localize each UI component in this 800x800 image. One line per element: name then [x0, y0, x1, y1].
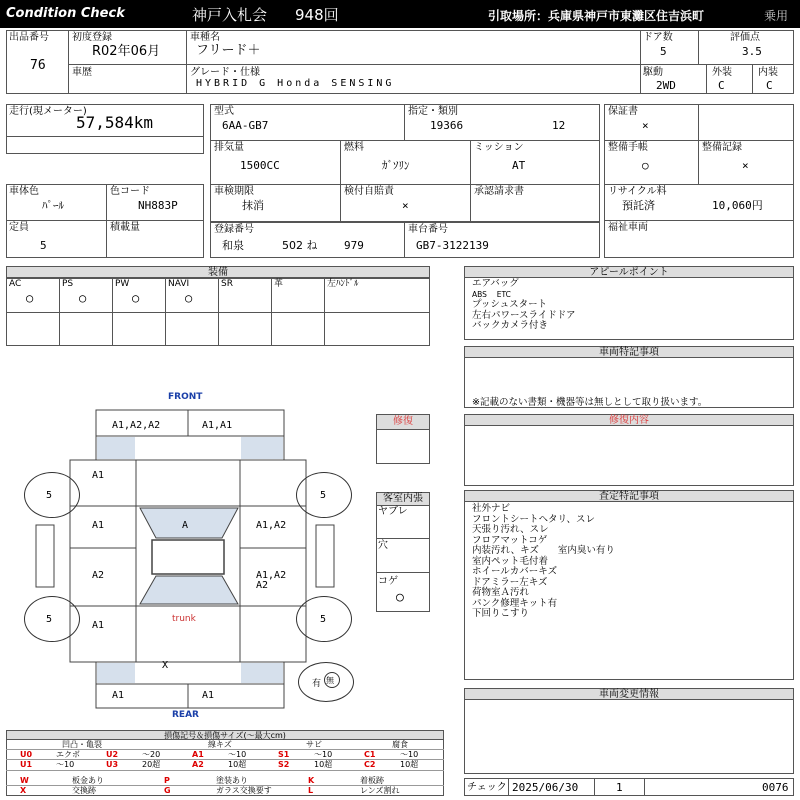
fuel-label: 燃料 — [344, 142, 364, 153]
color-code: NH883P — [138, 199, 178, 212]
warranty: × — [642, 119, 649, 132]
history-label: 車歴 — [72, 67, 92, 78]
inspection-line: フロアマットコゲ — [472, 534, 548, 546]
appeal-line: プッシュスタート — [472, 299, 548, 310]
pickup-location: 引取場所：兵庫県神戸市東灘区住吉浜町 — [488, 9, 705, 23]
dmg-rear-left: A1 — [112, 690, 125, 701]
check-num: 1 — [616, 781, 623, 794]
first-reg-label: 初度登録 — [72, 32, 112, 43]
inspection-line: ドアミラー左キズ — [472, 576, 548, 588]
tire-front-left-value: 5 — [46, 490, 53, 501]
dmg-right-3b: A2 — [256, 580, 269, 591]
legend-code: W — [20, 776, 29, 785]
category-2: 12 — [552, 119, 566, 132]
legend-code: U3 — [106, 760, 119, 769]
category: 乗用 — [764, 9, 789, 23]
legend-text: 10超 — [400, 760, 419, 769]
recycle-label: リサイクル料 — [608, 186, 667, 197]
inspection-label: 車検期限 — [214, 186, 254, 197]
check-label: チェック — [467, 782, 507, 793]
change-box — [464, 688, 794, 774]
equipment-label: NAVI — [168, 279, 190, 289]
capacity-label: 定員 — [9, 222, 29, 233]
inspection-line: 荷物室Ａ汚れ — [472, 587, 530, 598]
legend-text: 10超 — [314, 760, 333, 769]
warranty-label: 保証書 — [608, 106, 638, 117]
approval-label: 承認請求書 — [474, 186, 524, 197]
legend-text: エクボ — [56, 750, 80, 759]
equipment-value: ○ — [79, 291, 87, 305]
recycle-fee: 10,060円 — [712, 199, 763, 212]
equipment-label: PS — [62, 279, 74, 289]
interior-burn-label: コゲ — [378, 576, 398, 587]
brand: Condition Check — [6, 6, 125, 21]
inspection: 抹消 — [242, 199, 264, 212]
dmg-left-2: A1 — [92, 520, 105, 531]
appeal-line: ABS ETC — [472, 289, 511, 299]
inspection-line: 下回りこすり — [472, 608, 530, 619]
legend-code: C1 — [364, 750, 376, 759]
score: 3.5 — [742, 45, 762, 58]
inspection-line: 室内ペット毛付着 — [472, 555, 549, 567]
legend-code: U1 — [20, 760, 33, 769]
auction-name: 神戸入札会 — [192, 6, 268, 24]
legend-code: K — [308, 776, 315, 785]
color-label: 車体色 — [9, 186, 39, 197]
spare-icon-label: 無 — [326, 676, 334, 685]
legend-text: ～10 — [400, 750, 419, 759]
auction-count: 948回 — [295, 6, 339, 24]
welfare-label: 福祉車両 — [608, 222, 648, 233]
grade-label: グレード・仕様 — [190, 67, 260, 78]
exterior-grade: C — [718, 79, 725, 92]
repair-content-title: 修復内容 — [464, 414, 794, 426]
dmg-right-2: A1,A2 — [256, 520, 287, 531]
legend-code: A2 — [192, 760, 204, 769]
inspection-line: ホイールカバーキズ — [472, 566, 558, 577]
legend-text: 板金あり — [72, 776, 104, 785]
score-label: 評価点 — [730, 32, 760, 43]
dmg-hood-left: A1,A2,A2 — [112, 420, 161, 431]
interior-grade: C — [766, 79, 773, 92]
inspection-line: フロントシートヘタリ、スレ — [472, 513, 596, 525]
model-label: 型式 — [214, 106, 234, 117]
legend-text: 着板跡 — [360, 776, 384, 785]
equipment-value: ○ — [132, 291, 140, 305]
inspection-line: 社外ナビ — [472, 503, 511, 514]
appeal-line: 左右パワースライドドア — [472, 309, 576, 321]
plate-label: 登録番号 — [214, 224, 254, 235]
change-title: 車両変更情報 — [464, 688, 794, 700]
plate-number: 502 ね — [282, 239, 318, 252]
inspection-title: 査定特記事項 — [464, 490, 794, 502]
tire-front-right-value: 5 — [320, 490, 327, 501]
legend-code: L — [308, 786, 314, 795]
doc-box — [604, 104, 794, 258]
record-label: 整備記録 — [702, 142, 742, 153]
dmg-roof: A — [182, 520, 189, 531]
recycle-state: 預託済 — [622, 199, 655, 212]
legend-text: ～10 — [228, 750, 247, 759]
plate-area: 和泉 — [222, 239, 244, 252]
legend-text: ～20 — [142, 750, 161, 759]
legend-text: 20超 — [142, 760, 161, 769]
color-code-label: 色コード — [110, 186, 150, 197]
displacement: 1500CC — [240, 159, 280, 172]
equipment-title: 装備 — [6, 266, 430, 278]
check-code: 0076 — [762, 781, 789, 794]
legend-code: S1 — [278, 750, 290, 759]
equipment-label: 左ﾊﾝﾄﾞﾙ — [327, 279, 359, 289]
legend-code: U0 — [20, 750, 33, 759]
drive: 2WD — [656, 79, 676, 92]
spare-label: 有 — [312, 679, 322, 689]
interior-burn-value: ○ — [396, 590, 404, 605]
chassis: GB7-3122139 — [416, 239, 489, 252]
equipment-value: ○ — [26, 291, 34, 305]
interior-hole-label: 穴 — [378, 540, 388, 551]
interior-title: 客室内張 — [376, 492, 430, 506]
category-label: 指定・類別 — [408, 106, 458, 117]
appeal-title: アピールポイント — [464, 266, 794, 278]
category-1: 19366 — [430, 119, 464, 132]
equipment-label: SR — [221, 279, 233, 289]
dmg-left-1: A1 — [92, 470, 105, 481]
legend-group-scratch: 線キズ — [208, 740, 232, 749]
dmg-right-3a: A1,A2 — [256, 570, 287, 581]
chassis-label: 車台番号 — [408, 224, 448, 235]
doors: 5 — [660, 45, 667, 58]
mission: AT — [512, 159, 526, 172]
vehicle-name: フリード＋ — [196, 43, 261, 58]
equipment-label: AC — [9, 279, 22, 289]
tire-rear-right-value: 5 — [320, 614, 327, 625]
front-label: FRONT — [168, 392, 203, 402]
plate-box — [210, 222, 600, 258]
dmg-hood-right: A1,A1 — [202, 420, 233, 431]
legend-code: X — [20, 786, 27, 795]
model: 6AA-GB7 — [222, 119, 269, 132]
lot-label: 出品番号 — [9, 32, 49, 43]
appeal-line: バックカメラ付き — [472, 320, 549, 331]
first-reg: R02年06月 — [92, 44, 161, 59]
legend-text: 10超 — [228, 760, 247, 769]
mileage-label: 走行(現メーター) — [9, 106, 87, 117]
dmg-left-3: A2 — [92, 570, 105, 581]
manual: ○ — [642, 159, 649, 172]
dmg-rear-right: A1 — [202, 690, 215, 701]
legend-code: S2 — [278, 760, 290, 769]
mileage: 57,584km — [76, 113, 154, 132]
mission-label: ミッション — [474, 142, 524, 153]
legend-code: C2 — [364, 760, 376, 769]
dmg-rear-center: X — [162, 660, 169, 671]
inspection-line: パンク修理キット有 — [472, 597, 558, 609]
legend-title: 損傷記号＆損傷サイズ(～最大cm) — [6, 730, 444, 740]
trunk-label: trunk — [172, 614, 196, 624]
equipment-label: PW — [115, 279, 130, 289]
rear-label: REAR — [172, 710, 199, 720]
equipment-label: 革 — [274, 279, 284, 289]
legend-text: ガラス交換要す — [216, 786, 272, 795]
color: ﾊﾟｰﾙ — [42, 199, 64, 212]
legend-code: G — [164, 786, 171, 795]
repair-title: 修復 — [376, 414, 430, 430]
legend-text: 交換跡 — [72, 786, 96, 795]
legend-group-corrosion: 腐食 — [392, 740, 408, 749]
legend-code: P — [164, 776, 170, 785]
drive-label: 駆動 — [643, 67, 663, 78]
tire-rear-left-value: 5 — [46, 614, 53, 625]
interior-tear-label: ヤブレ — [378, 506, 408, 517]
capacity: 5 — [40, 239, 47, 252]
equipment-value: ○ — [185, 291, 193, 305]
int-label: 内装 — [758, 67, 778, 78]
inspection-line: 内装汚れ、キズ 室内臭い有り — [472, 545, 615, 556]
legend-code: U2 — [106, 750, 119, 759]
grade: HYBRID G Honda SENSING — [196, 78, 395, 89]
header-bar — [0, 0, 800, 28]
name-label: 車種名 — [190, 32, 220, 43]
load-label: 積載量 — [110, 222, 140, 233]
legend-code: A1 — [192, 750, 204, 759]
legend-group-dent: 凹凸・亀裂 — [62, 740, 102, 749]
record: × — [742, 159, 749, 172]
legend-text: レンズ割れ — [360, 786, 400, 795]
legend-group-rust: サビ — [306, 740, 322, 749]
dmg-left-4: A1 — [92, 620, 105, 631]
inspection-line: 天張り汚れ、スレ — [472, 524, 549, 535]
doors-label: ドア数 — [643, 32, 673, 43]
appeal-line: エアバッグ — [472, 278, 519, 289]
legend-text: ～10 — [314, 750, 333, 759]
displacement-label: 排気量 — [214, 142, 244, 153]
plate-no: 979 — [344, 239, 364, 252]
legend-text: ～10 — [56, 760, 75, 769]
legend-text: 塗装あり — [216, 776, 248, 785]
manual-label: 整備手帳 — [608, 142, 648, 153]
special-note: ※記載のない書類・機器等は無しとして取り扱います。 — [472, 397, 708, 408]
insurance: × — [402, 199, 409, 212]
insurance-label: 検付自賠責 — [344, 186, 394, 197]
lot-number: 76 — [30, 58, 46, 73]
fuel: ｶﾞｿﾘﾝ — [382, 159, 410, 172]
special-title: 車両特記事項 — [464, 346, 794, 358]
ext-label: 外装 — [712, 67, 732, 78]
check-date: 2025/06/30 — [512, 781, 579, 794]
